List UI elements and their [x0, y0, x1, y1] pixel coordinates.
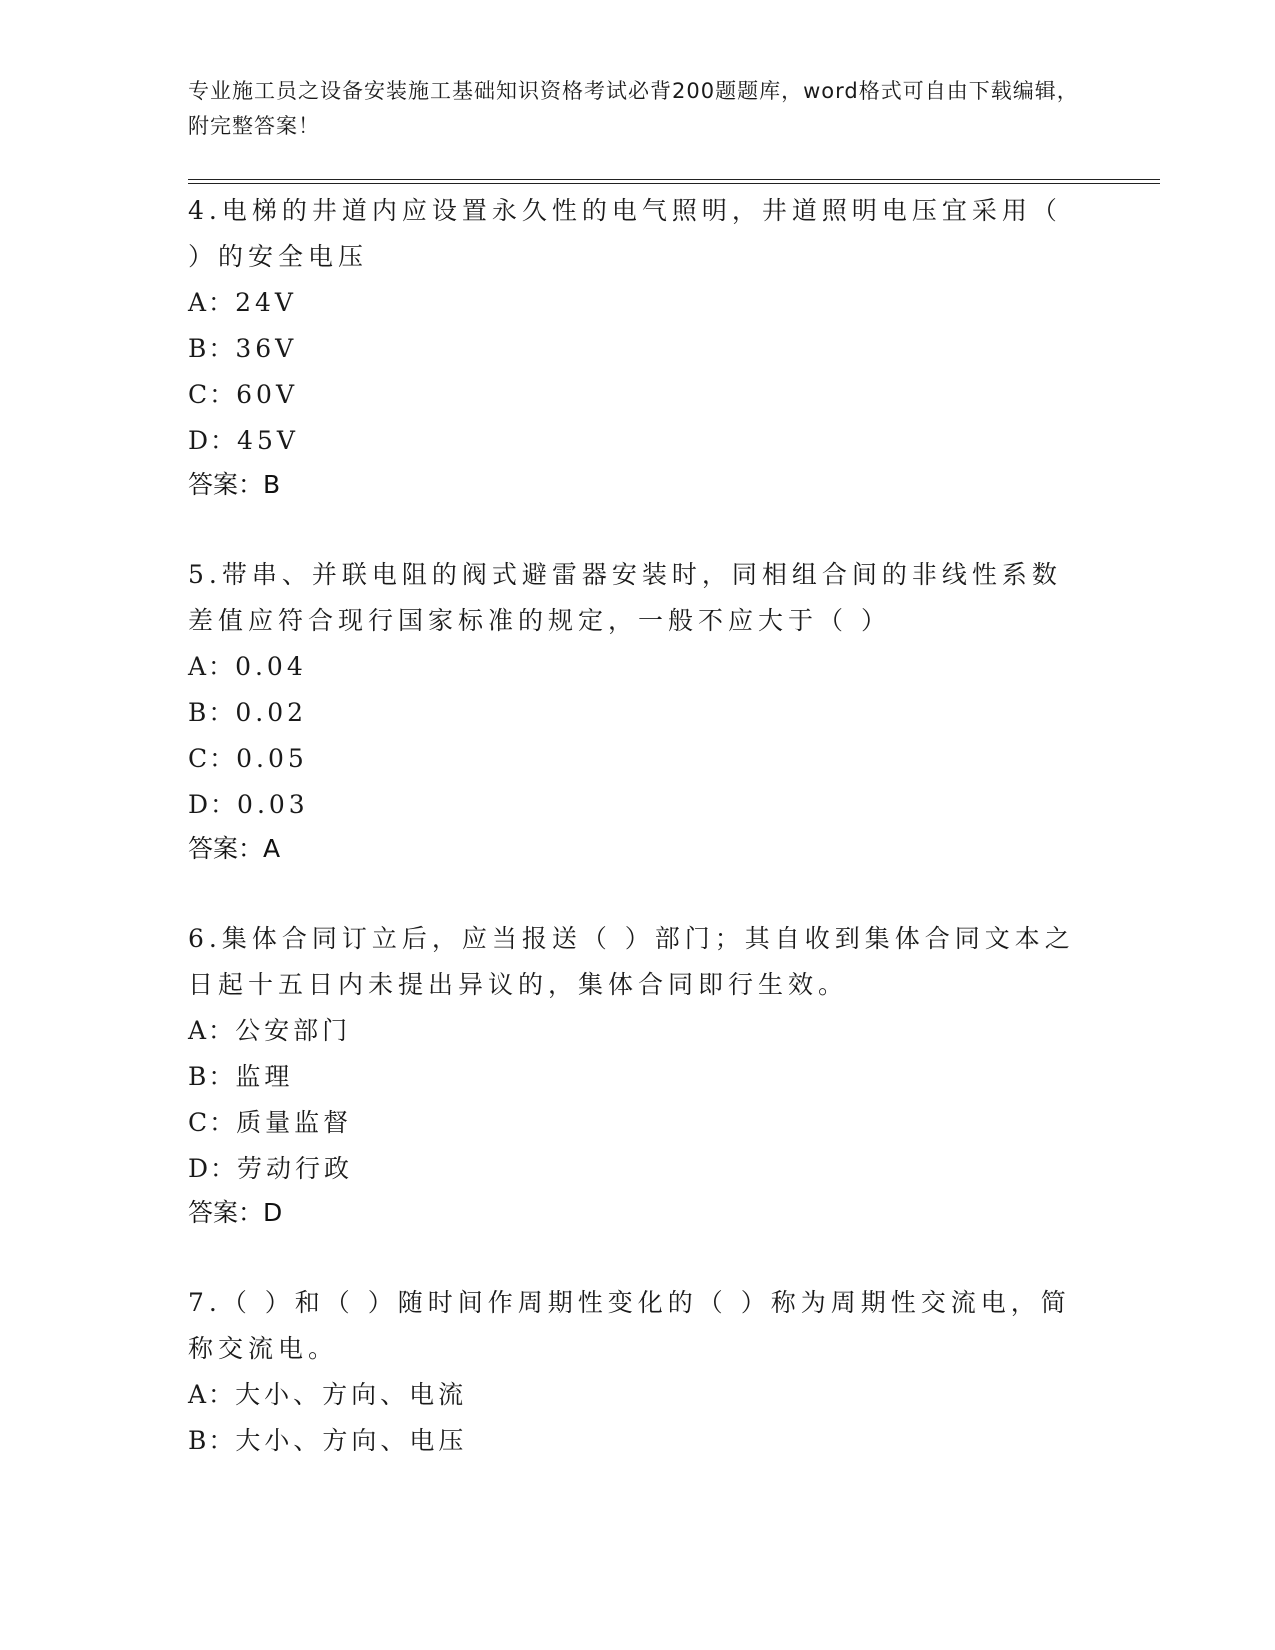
- option-c: [188, 372, 1088, 418]
- option-c: [188, 736, 1088, 782]
- option-key: A：: [188, 1380, 236, 1409]
- option-d: [188, 1146, 1088, 1192]
- question-spacer: [188, 1234, 1088, 1280]
- option-key: C：: [188, 380, 237, 409]
- answer-line: 答案：D: [188, 1198, 283, 1227]
- option-text: 大小、方向、电压: [235, 1426, 468, 1455]
- question-stem: 5.带串、并联电阻的阀式避雷器安装时，同相组合间的非线性系数差值应符合现行国家标准的规定，一般不应大于（ ）: [188, 560, 1062, 635]
- option-key: B：: [188, 698, 236, 727]
- option-b: [188, 690, 1088, 736]
- option-key: D：: [188, 1154, 238, 1183]
- option-text: 45V: [237, 426, 299, 455]
- option-b: [188, 1054, 1088, 1100]
- answer-line: 答案：A: [188, 834, 281, 863]
- option-key: B：: [188, 1062, 236, 1091]
- question-4: [188, 188, 1088, 506]
- option-text: 质量监督: [236, 1108, 353, 1137]
- option-text: 大小、方向、电流: [235, 1380, 468, 1409]
- question-list: [188, 188, 1088, 1464]
- option-text: 监理: [235, 1062, 294, 1091]
- option-key: D：: [188, 790, 238, 819]
- question-stem: 6.集体合同订立后，应当报送（ ）部门；其自收到集体合同文本之日起十五日内未提出异议的，集体合同即行生效。: [188, 924, 1075, 999]
- option-text: 劳动行政: [237, 1154, 354, 1183]
- question-stem: 4.电梯的井道内应设置永久性的电气照明，井道照明电压宜采用（ ）的安全电压: [188, 196, 1062, 271]
- option-key: A：: [188, 1016, 236, 1045]
- option-key: B：: [188, 334, 236, 363]
- option-text: 0.04: [235, 652, 307, 681]
- option-text: 24V: [235, 288, 297, 317]
- question-stem: 7.（ ）和（ ）随时间作周期性变化的（ ）称为周期性交流电，简称交流电。: [188, 1288, 1071, 1363]
- question-spacer: [188, 506, 1088, 552]
- option-c: [188, 1100, 1088, 1146]
- option-b: [188, 326, 1088, 372]
- option-d: [188, 418, 1088, 464]
- question-spacer: [188, 870, 1088, 916]
- option-d: [188, 782, 1088, 828]
- option-key: B：: [188, 1426, 236, 1455]
- option-key: C：: [188, 1108, 237, 1137]
- option-key: C：: [188, 744, 237, 773]
- option-text: 0.03: [237, 790, 309, 819]
- option-text: 0.05: [236, 744, 308, 773]
- option-a: [188, 280, 1088, 326]
- option-key: A：: [188, 288, 236, 317]
- question-5: [188, 552, 1088, 870]
- option-text: 60V: [236, 380, 299, 409]
- option-key: D：: [188, 426, 238, 455]
- question-6: [188, 916, 1088, 1234]
- option-a: [188, 644, 1088, 690]
- option-text: 36V: [235, 334, 298, 363]
- option-text: 公安部门: [235, 1016, 352, 1045]
- answer-line: 答案：B: [188, 470, 281, 499]
- option-text: 0.02: [235, 698, 308, 727]
- option-b: [188, 1418, 1088, 1464]
- header-divider-thick: [188, 179, 1160, 180]
- option-key: A：: [188, 652, 236, 681]
- option-a: [188, 1008, 1088, 1054]
- document-title: 专业施工员之设备安装施工基础知识资格考试必背200题题库，word格式可自由下载编辑，附完整答案！: [188, 79, 1079, 138]
- header-divider-thin: [188, 183, 1160, 184]
- option-a: [188, 1372, 1088, 1418]
- question-7: [188, 1280, 1088, 1464]
